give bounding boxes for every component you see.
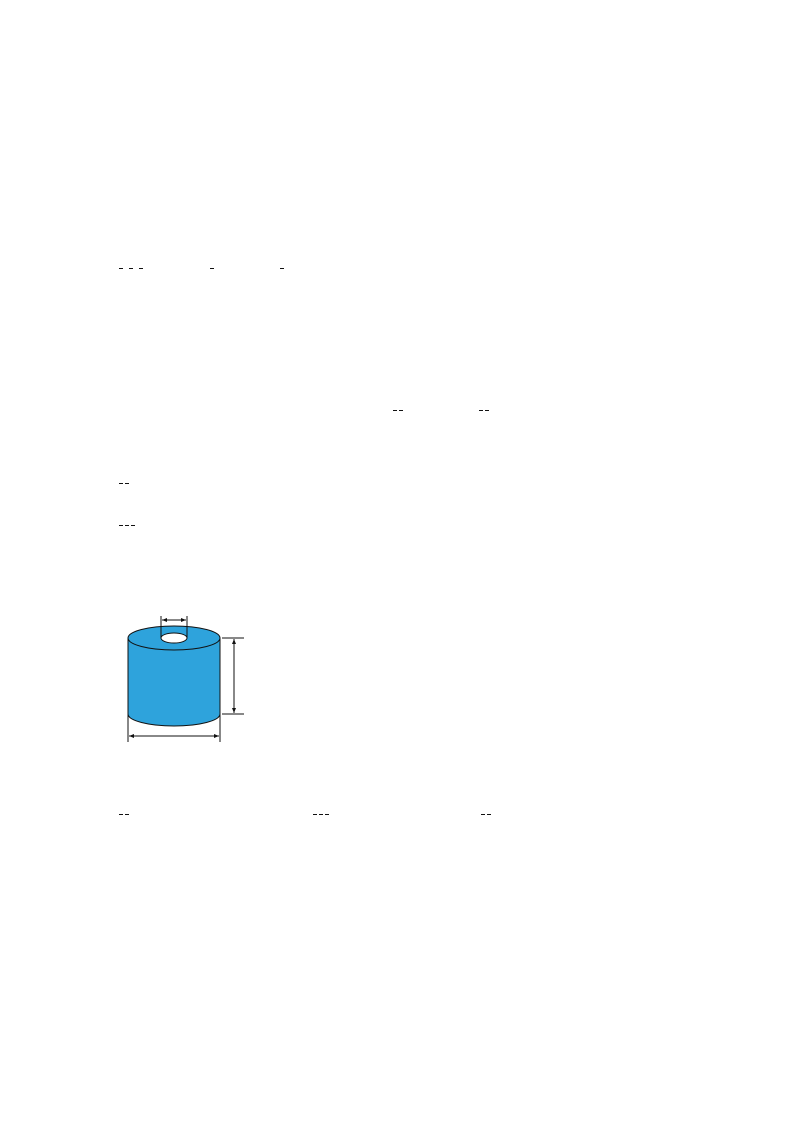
fraction: [210, 268, 214, 269]
toilet-roll-diagram: [110, 592, 280, 756]
cylinder-body: [128, 638, 220, 726]
q19-expr: [118, 517, 136, 533]
fraction: [129, 268, 133, 269]
center-hole: [161, 633, 187, 643]
q21-problem-1: [118, 806, 130, 822]
q18-expr: [478, 402, 490, 418]
fraction: [139, 268, 143, 269]
q16-line2: [118, 164, 230, 184]
q17-sequence: [118, 254, 285, 284]
q16-line1: [118, 133, 178, 153]
q21-problem-3: [480, 806, 492, 822]
q19-expr: [118, 475, 130, 491]
fraction: [280, 268, 284, 269]
fraction: [119, 268, 123, 269]
q15-tail: [118, 100, 230, 120]
q21-problem-2: [312, 806, 330, 822]
q18-expr: [392, 402, 404, 418]
